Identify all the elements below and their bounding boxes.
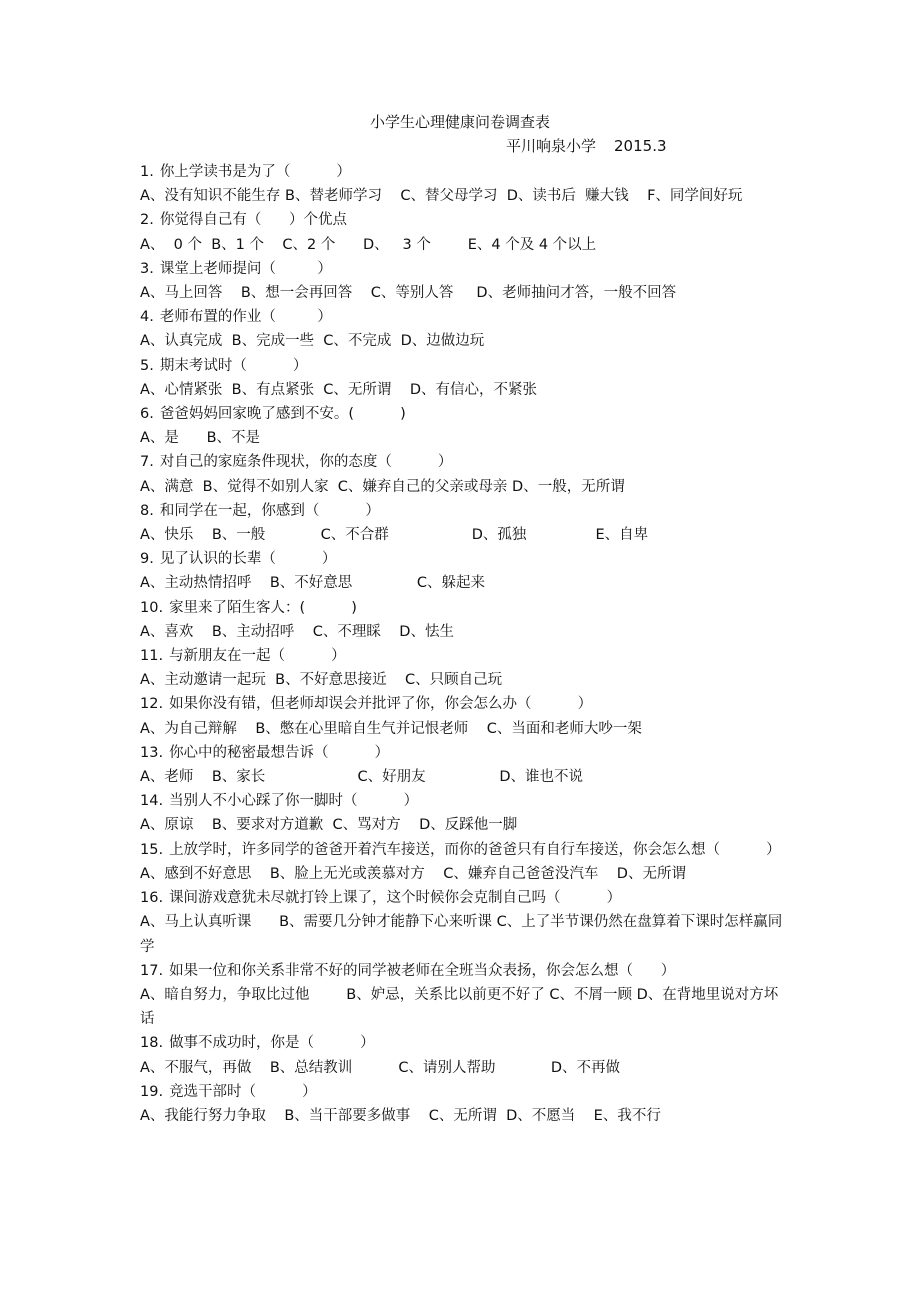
question-text: 家里来了陌生客人：( ) — [169, 599, 357, 616]
question-text: 期末考试时（ ） — [159, 357, 308, 374]
question-options: A、不服气，再做 B、总结教训 C、请别人帮助 D、不再做 — [140, 1059, 620, 1076]
question-10 — [140, 596, 785, 620]
question-2 — [140, 208, 785, 232]
survey-date: 2015.3 — [614, 137, 667, 155]
question-13 — [140, 741, 785, 765]
question-3 — [140, 257, 785, 281]
question-number: 13. — [140, 744, 164, 761]
document-title: 小学生心理健康问卷调查表 — [369, 113, 550, 131]
question-options: A、认真完成 B、完成一些 C、不完成 D、边做边玩 — [140, 333, 485, 350]
document-meta — [506, 134, 667, 158]
question-options: A、 0 个 B、1 个 C、2 个 D、 3 个 E、4 个及 4 个以上 — [140, 236, 597, 253]
question-options: A、没有知识不能生存 B、替老师学习 C、替父母学习 D、读书后 赚大钱 F、同学间好玩 — [140, 188, 743, 205]
question-options: A、感到不好意思 B、脸上无光或羡慕对方 C、嫌弃自己爸爸没汽车 D、无所谓 — [140, 865, 686, 882]
question-options: A、原谅 B、要求对方道歉 C、骂对方 D、反踩他一脚 — [140, 817, 518, 834]
question-options: A、马上回答 B、想一会再回答 C、等别人答 D、老师抽问才答，一般不回答 — [140, 285, 677, 302]
question-options: A、满意 B、觉得不如别人家 C、嫌弃自己的父亲或母亲 D、一般，无所谓 — [140, 478, 625, 495]
question-options: A、马上认真听课 B、需要几分钟才能静下心来听课 C、上了半节课仍然在盘算着下课时怎样赢同学 — [140, 914, 783, 955]
question-text: 与新朋友在一起（ ） — [169, 648, 346, 665]
question-number: 19. — [140, 1083, 164, 1100]
question-text: 上放学时，许多同学的爸爸开着汽车接送，而你的爸爸只有自行车接送，你会怎么想（ ） — [169, 841, 781, 858]
question-4 — [140, 305, 785, 329]
question-text: 对自己的家庭条件现状，你的态度（ ） — [159, 454, 453, 471]
question-19 — [140, 1080, 785, 1104]
question-text: 如果一位和你关系非常不好的同学被老师在全班当众表扬，你会怎么想（ ） — [169, 962, 676, 979]
question-options: A、我能行努力争取 B、当干部要多做事 C、无所谓 D、不愿当 E、我不行 — [140, 1107, 661, 1124]
question-options: A、是 B、不是 — [140, 430, 261, 447]
question-number: 17. — [140, 962, 164, 979]
question-6 — [140, 402, 785, 426]
question-text: 爸爸妈妈回家晚了感到不安。( ) — [159, 406, 406, 423]
question-text: 课间游戏意犹未尽就打铃上课了，这个时候你会克制自己吗（ ） — [169, 890, 622, 907]
question-7 — [140, 450, 785, 474]
question-number: 6. — [140, 406, 154, 423]
question-number: 11. — [140, 648, 164, 665]
question-text: 你觉得自己有（ ）个优点 — [159, 212, 347, 229]
question-number: 18. — [140, 1035, 164, 1052]
question-number: 1. — [140, 164, 154, 180]
question-number: 2. — [140, 212, 154, 229]
question-1 — [140, 160, 785, 184]
question-text: 课堂上老师提问（ ） — [159, 260, 332, 277]
question-number: 14. — [140, 793, 164, 810]
question-text: 你上学读书是为了（ ） — [159, 164, 351, 180]
question-number: 3. — [140, 260, 154, 277]
question-17 — [140, 959, 785, 983]
question-options: A、喜欢 B、主动招呼 C、不理睬 D、怯生 — [140, 623, 454, 640]
question-number: 5. — [140, 357, 154, 374]
question-number: 8. — [140, 502, 154, 519]
question-number: 7. — [140, 454, 154, 471]
question-list — [140, 160, 785, 1128]
question-text: 竞选干部时（ ） — [169, 1083, 317, 1100]
question-number: 9. — [140, 551, 154, 568]
question-text: 做事不成功时，你是（ ） — [169, 1035, 375, 1052]
question-text: 你心中的秘密最想告诉（ ） — [169, 744, 390, 761]
question-number: 15. — [140, 841, 164, 858]
question-12 — [140, 692, 785, 716]
question-number: 12. — [140, 696, 164, 713]
school-name: 平川响泉小学 — [506, 137, 597, 155]
question-text: 见了认识的长辈（ ） — [159, 551, 337, 568]
question-number: 16. — [140, 890, 164, 907]
question-text: 当别人不小心踩了你一脚时（ ） — [169, 793, 419, 810]
question-14 — [140, 789, 785, 813]
question-options: A、快乐 B、一般 C、不合群 D、孤独 E、自卑 — [140, 527, 649, 544]
question-11 — [140, 644, 785, 668]
question-16 — [140, 886, 785, 910]
question-number: 4. — [140, 309, 154, 326]
question-text: 和同学在一起，你感到（ ） — [159, 502, 380, 519]
question-options: A、主动热情招呼 B、不好意思 C、躲起来 — [140, 575, 485, 592]
question-options: A、心情紧张 B、有点紧张 C、无所谓 D、有信心，不紧张 — [140, 381, 538, 398]
question-text: 如果你没有错，但老师却误会并批评了你，你会怎么办（ ） — [169, 696, 593, 713]
question-options: A、暗自努力，争取比过他 B、妒忌，关系比以前更不好了 C、不屑一顾 D、在背地里说对方坏话 — [140, 986, 779, 1028]
question-options: A、主动邀请一起玩 B、不好意思接近 C、只顾自己玩 — [140, 672, 503, 689]
question-text: 老师布置的作业（ ） — [159, 309, 332, 326]
question-8 — [140, 499, 785, 523]
question-number: 10. — [140, 599, 164, 616]
question-5 — [140, 354, 785, 378]
question-18 — [140, 1031, 785, 1055]
question-15 — [140, 838, 785, 862]
question-9 — [140, 547, 785, 571]
question-options: A、为自己辩解 B、憋在心里暗自生气并记恨老师 C、当面和老师大吵一架 — [140, 720, 642, 737]
question-options: A、老师 B、家长 C、好朋友 D、谁也不说 — [140, 769, 584, 786]
